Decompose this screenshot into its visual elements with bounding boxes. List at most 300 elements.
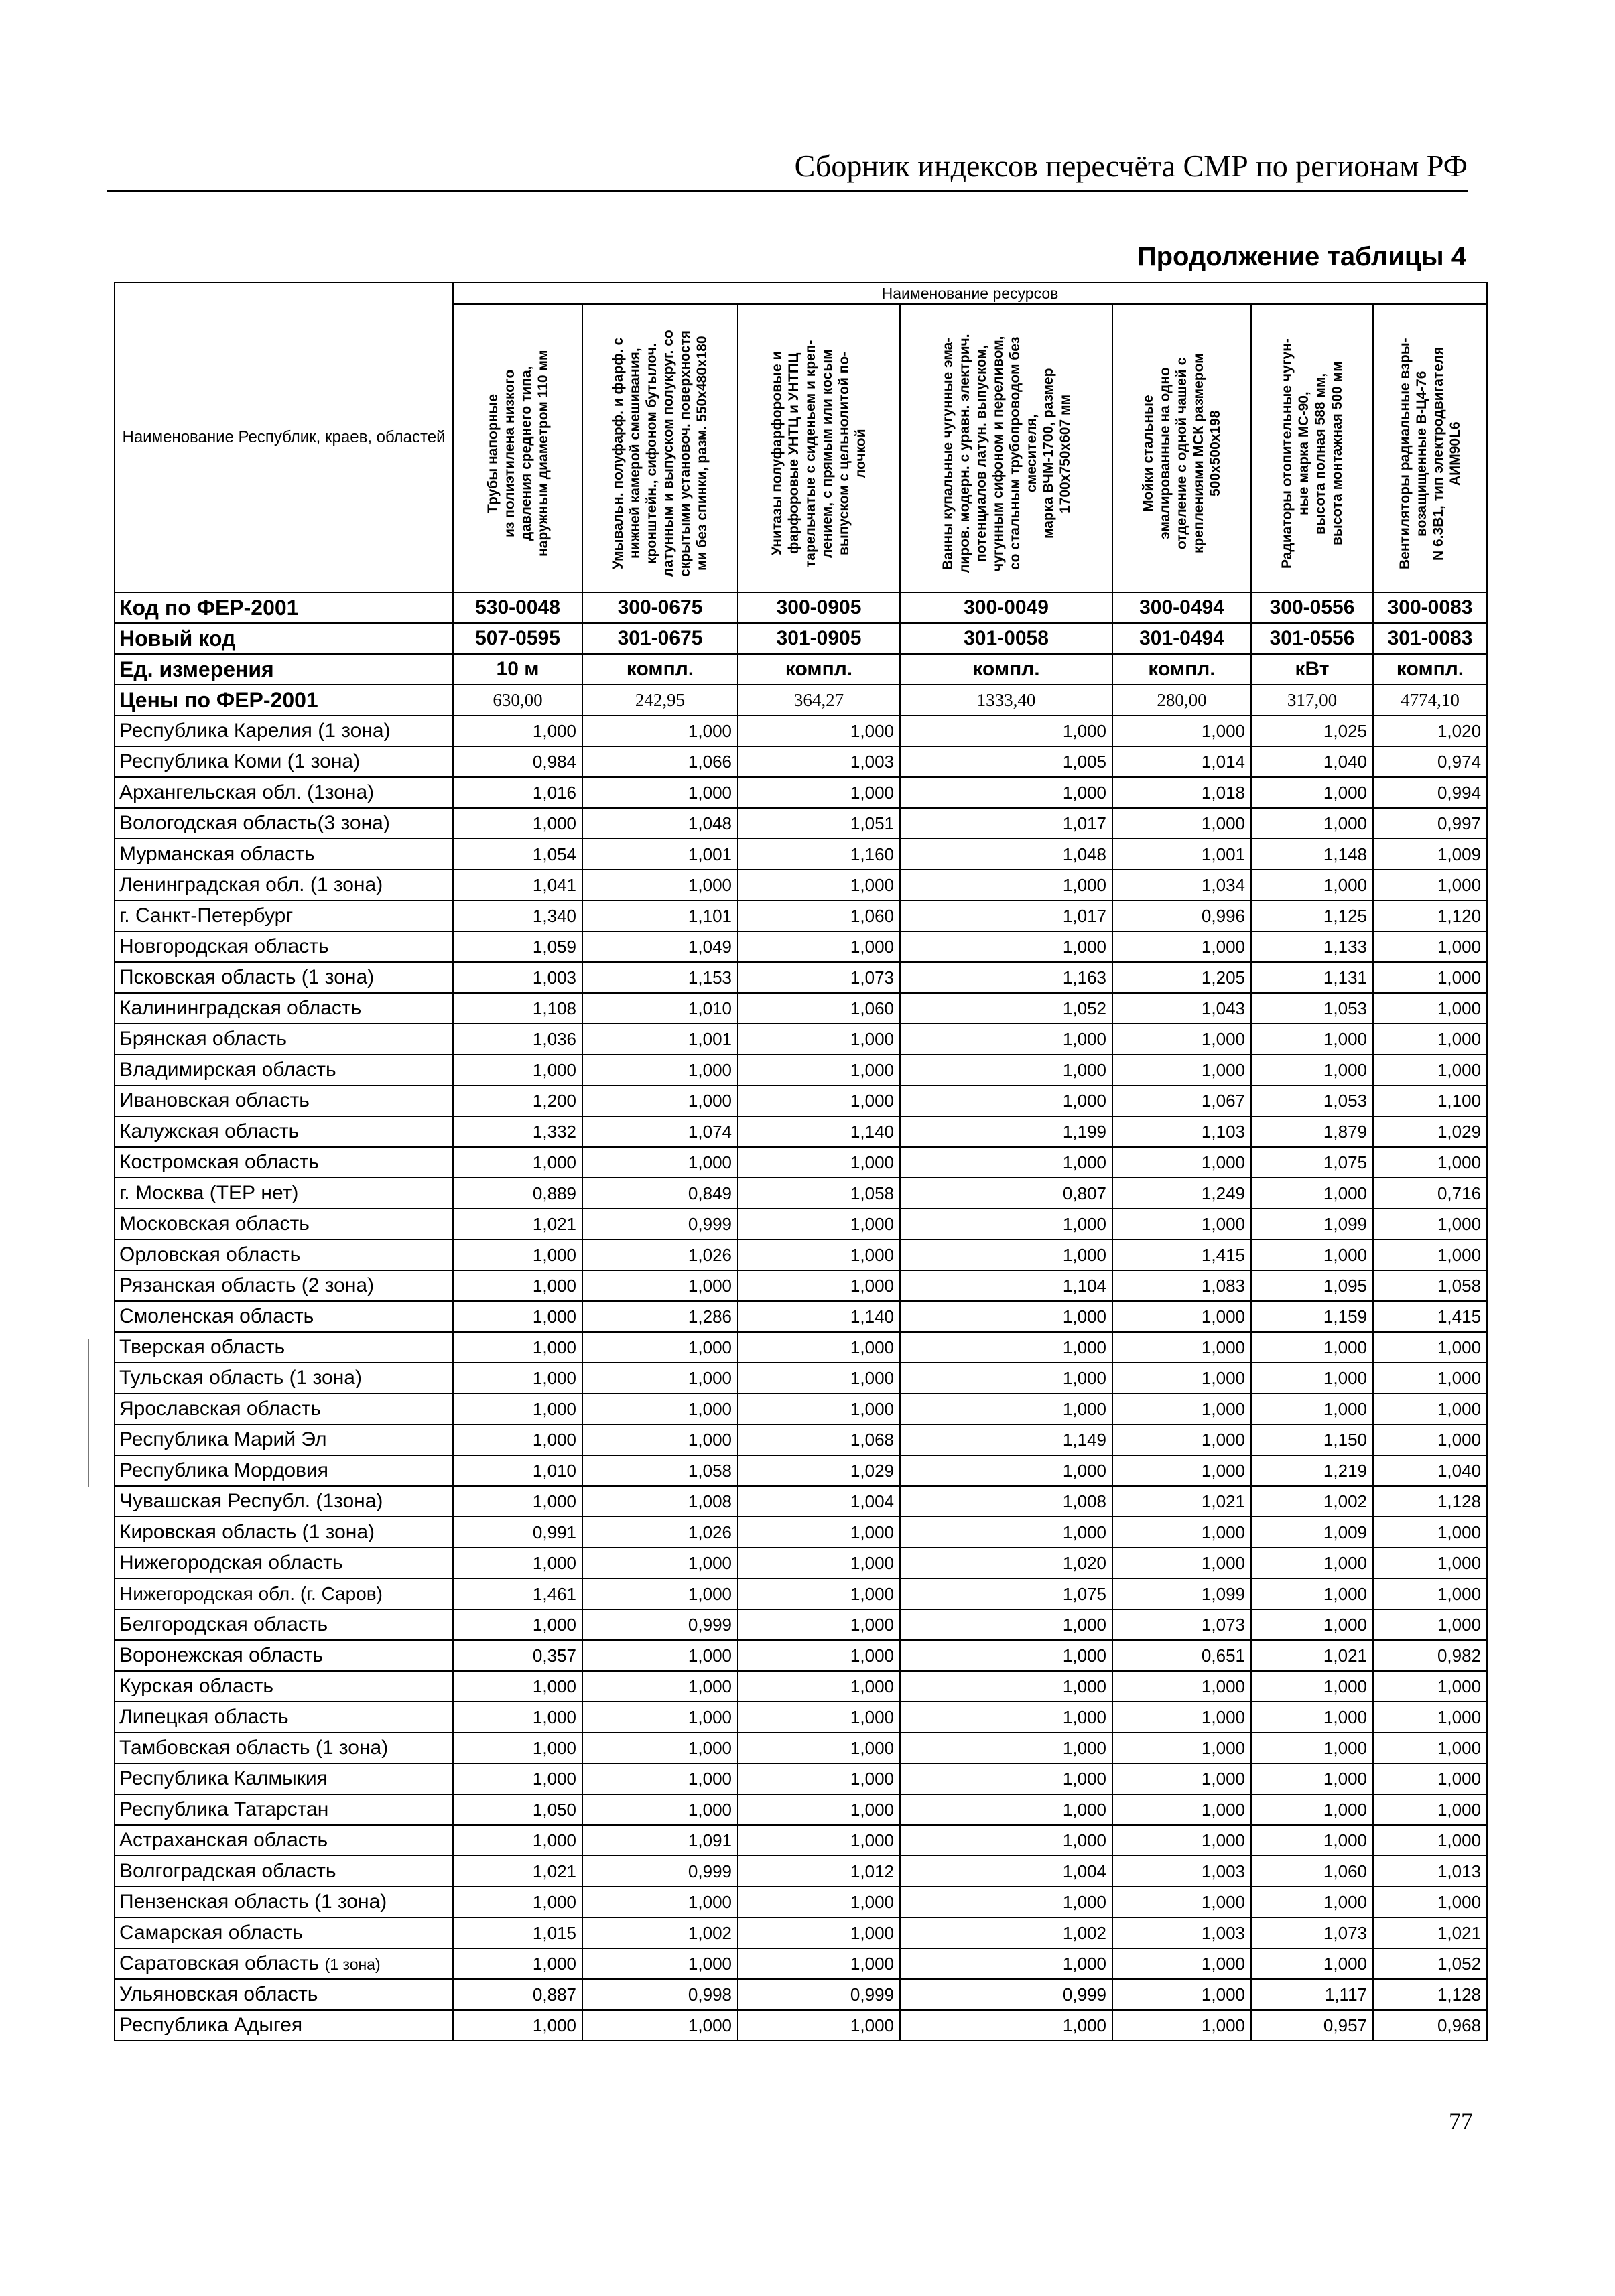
coefficient-cell: 1,005: [900, 746, 1112, 777]
coefficient-cell: 1,000: [738, 1917, 900, 1948]
region-name: [115, 1948, 453, 1979]
coefficient-cell: 1,000: [453, 1671, 582, 1702]
coefficient-cell: 1,000: [582, 1733, 738, 1763]
fer-code: 300-0494: [1112, 592, 1251, 623]
coefficient-cell: 1,249: [1112, 1178, 1251, 1209]
coefficient-cell: 1,000: [1112, 931, 1251, 962]
table-row: [115, 1671, 1487, 1702]
region-label: Мурманская область: [119, 843, 315, 865]
region-label: Республика Марий Эл: [119, 1428, 327, 1450]
coefficient-cell: 1,000: [738, 2010, 900, 2041]
coefficient-cell: 1,003: [1112, 1856, 1251, 1887]
region-label: Республика Коми (1 зона): [119, 750, 361, 772]
region-label: Новгородская область: [119, 935, 329, 957]
coefficient-cell: 1,000: [900, 1239, 1112, 1270]
region-label: Московская область: [119, 1213, 310, 1235]
coefficient-cell: 1,205: [1112, 962, 1251, 993]
coefficient-cell: 1,025: [1251, 716, 1373, 746]
coefficient-cell: 1,066: [582, 746, 738, 777]
region-name: [115, 777, 453, 808]
coefficient-cell: 1,000: [1373, 1024, 1487, 1055]
coefficient-cell: 1,000: [1251, 1055, 1373, 1085]
region-name: [115, 1424, 453, 1455]
coefficient-cell: 1,060: [738, 993, 900, 1024]
coefficient-cell: 1,000: [738, 1394, 900, 1424]
coefficient-cell: 1,000: [1251, 1578, 1373, 1609]
coefficient-cell: 1,000: [738, 1147, 900, 1178]
table-row: [115, 1517, 1487, 1548]
table-row: [115, 900, 1487, 931]
region-name: [115, 1455, 453, 1486]
coefficient-cell: 1,000: [582, 1948, 738, 1979]
coefficient-cell: 1,058: [582, 1455, 738, 1486]
coefficient-cell: 0,968: [1373, 2010, 1487, 2041]
coefficient-cell: 1,163: [900, 962, 1112, 993]
price-row: [115, 685, 1487, 716]
region-label: Саратовская область: [119, 1952, 320, 1974]
coefficients-table: [114, 282, 1488, 2041]
coefficient-cell: 1,000: [1373, 1363, 1487, 1394]
coefficient-cell: 1,000: [1373, 931, 1487, 962]
coefficient-cell: 1,074: [582, 1116, 738, 1147]
coefficient-cell: 1,000: [1112, 1424, 1251, 1455]
coefficient-cell: 1,016: [453, 777, 582, 808]
fer-code: 300-0083: [1373, 592, 1487, 623]
coefficient-cell: 1,000: [900, 1209, 1112, 1239]
region-name: [115, 716, 453, 746]
table-row: [115, 1116, 1487, 1147]
region-label: Пензенская область (1 зона): [119, 1891, 387, 1913]
coefficient-cell: 1,000: [1251, 1794, 1373, 1825]
coefficient-cell: 1,000: [900, 1671, 1112, 1702]
coefficient-cell: 1,000: [738, 1578, 900, 1609]
fer-code: 300-0556: [1251, 592, 1373, 623]
unit: компл.: [738, 654, 900, 685]
coefficient-cell: 1,003: [453, 962, 582, 993]
coefficient-cell: 1,000: [900, 1301, 1112, 1332]
coefficient-cell: 1,000: [1112, 1301, 1251, 1332]
region-label: г. Москва (ТЕР нет): [119, 1182, 299, 1204]
coefficient-cell: 1,000: [453, 1702, 582, 1733]
coefficient-cell: 1,000: [1373, 1394, 1487, 1424]
new-code: 301-0905: [738, 623, 900, 654]
coefficient-cell: 1,000: [738, 1024, 900, 1055]
coefficient-cell: 1,000: [1112, 1332, 1251, 1363]
coefficient-cell: 1,000: [1251, 870, 1373, 900]
coefficient-cell: 1,332: [453, 1116, 582, 1147]
coefficient-cell: 1,000: [738, 1609, 900, 1640]
table-row: [115, 1239, 1487, 1270]
region-label: Волгоградская область: [119, 1860, 336, 1882]
coefficient-cell: 1,000: [1251, 1671, 1373, 1702]
table-row: [115, 1856, 1487, 1887]
region-label: Архангельская обл. (1зона): [119, 781, 375, 803]
coefficient-cell: 1,000: [582, 777, 738, 808]
table-row: [115, 1979, 1487, 2010]
coefficient-cell: 1,000: [1112, 1825, 1251, 1856]
coefficient-cell: 1,000: [1373, 1733, 1487, 1763]
coefficient-cell: 1,073: [1112, 1609, 1251, 1640]
coefficient-cell: 0,957: [1251, 2010, 1373, 2041]
new-code: 301-0494: [1112, 623, 1251, 654]
coefficient-cell: 1,000: [1112, 1671, 1251, 1702]
coefficient-cell: 1,000: [738, 1270, 900, 1301]
coefficient-cell: 1,000: [900, 870, 1112, 900]
region-label: г. Санкт-Петербург: [119, 904, 294, 927]
table-row: [115, 716, 1487, 746]
region-label: Вологодская область(3 зона): [119, 812, 390, 834]
coefficient-cell: 1,000: [453, 1363, 582, 1394]
coefficient-cell: 1,060: [738, 900, 900, 931]
coefficient-cell: 1,048: [900, 839, 1112, 870]
table-row: [115, 1548, 1487, 1578]
coefficient-cell: 1,003: [1112, 1917, 1251, 1948]
coefficient-cell: 1,000: [1373, 1763, 1487, 1794]
resource-header-4: Ванны купальные чугунные эма- лиров. модерн. с уравн. электрич. потенциалов латун. выпуском, чугунным сифоном и переливом, со стальным трубопроводом без смесителя, марка ВЧМ-1700, размер 1700х750х607 мм: [900, 304, 1112, 592]
region-name: [115, 1178, 453, 1209]
unit: компл.: [900, 654, 1112, 685]
table-row: [115, 962, 1487, 993]
coefficient-cell: 1,000: [1112, 1763, 1251, 1794]
table-row: [115, 808, 1487, 839]
region-name: [115, 1548, 453, 1578]
new-code-label: Новый код: [115, 623, 453, 654]
coefficient-cell: 1,000: [1373, 1332, 1487, 1363]
coefficient-cell: 1,052: [1373, 1948, 1487, 1979]
coefficient-cell: 1,000: [1112, 2010, 1251, 2041]
coefficient-cell: 1,000: [738, 1517, 900, 1548]
coefficient-cell: 1,095: [1251, 1270, 1373, 1301]
coefficient-cell: 1,000: [453, 1763, 582, 1794]
coefficient-cell: 1,100: [1373, 1085, 1487, 1116]
coefficient-cell: 1,000: [1112, 1733, 1251, 1763]
new-code: 301-0083: [1373, 623, 1487, 654]
coefficient-cell: 1,000: [582, 1332, 738, 1363]
coefficient-cell: 1,059: [453, 931, 582, 962]
resource-header-7: Вентиляторы радиальные взры- возащищенные В-Ц4-76 N 6.3В1, тип электродвигателя АИМ90L6: [1373, 304, 1487, 592]
region-label: Смоленская область: [119, 1305, 314, 1327]
region-name: [115, 1116, 453, 1147]
coefficient-cell: 1,000: [1373, 1702, 1487, 1733]
table-row: [115, 1825, 1487, 1856]
region-label: Калининградская область: [119, 997, 362, 1019]
coefficient-cell: 1,000: [900, 1887, 1112, 1917]
coefficient-cell: 1,000: [1112, 1147, 1251, 1178]
region-name: [115, 1609, 453, 1640]
coefficient-cell: 1,000: [582, 1887, 738, 1917]
region-name: [115, 1917, 453, 1948]
resource-header-2: Умывальн. полуфарф. и фарф. с нижней камерой смешивания, кронштейн., сифоном бутылоч. латунным и выпуском полукруг. со скрытыми установоч. поверхностя ми без спинки, разм. 550х480х180: [582, 304, 738, 592]
region-name: [115, 1702, 453, 1733]
table-row: [115, 1733, 1487, 1763]
coefficient-cell: 1,000: [738, 1948, 900, 1979]
table-row: [115, 1763, 1487, 1794]
table-row: [115, 1917, 1487, 1948]
price: 364,27: [738, 685, 900, 716]
coefficient-cell: 1,000: [1251, 808, 1373, 839]
coefficient-cell: 1,000: [1373, 1147, 1487, 1178]
region-label: Владимирская область: [119, 1059, 336, 1081]
region-label: Астраханская область: [119, 1829, 328, 1851]
coefficient-cell: 1,002: [900, 1917, 1112, 1948]
coefficient-cell: 1,000: [900, 1609, 1112, 1640]
region-name: [115, 1517, 453, 1548]
coefficient-cell: 1,104: [900, 1270, 1112, 1301]
coefficient-cell: 1,000: [582, 716, 738, 746]
region-label: Республика Татарстан: [119, 1798, 329, 1820]
table-row: [115, 1332, 1487, 1363]
region-name: [115, 1270, 453, 1301]
new-code: 301-0058: [900, 623, 1112, 654]
coefficient-cell: 1,021: [453, 1209, 582, 1239]
region-label: Орловская область: [119, 1243, 301, 1266]
coefficient-cell: 0,999: [582, 1209, 738, 1239]
coefficient-cell: 1,000: [738, 931, 900, 962]
region-name: [115, 1363, 453, 1394]
region-name: [115, 1578, 453, 1609]
coefficient-cell: 0,357: [453, 1640, 582, 1671]
coefficient-cell: 1,000: [453, 1486, 582, 1517]
coefficient-cell: 1,000: [453, 1055, 582, 1085]
coefficient-cell: 0,849: [582, 1178, 738, 1209]
table-row: [115, 931, 1487, 962]
coefficient-cell: 1,051: [738, 808, 900, 839]
coefficient-cell: 1,058: [1373, 1270, 1487, 1301]
table-caption: Продолжение таблицы 4: [1137, 242, 1466, 271]
unit: компл.: [1112, 654, 1251, 685]
region-label: Нижегородская обл. (г. Саров): [119, 1583, 383, 1604]
coefficient-cell: 1,219: [1251, 1455, 1373, 1486]
coefficient-cell: 1,000: [1251, 1948, 1373, 1979]
unit-row: [115, 654, 1487, 685]
coefficient-cell: 1,200: [453, 1085, 582, 1116]
coefficient-cell: 1,000: [453, 1424, 582, 1455]
coefficient-cell: 1,000: [900, 1024, 1112, 1055]
coefficient-cell: 1,000: [1373, 870, 1487, 900]
region-label: Ярославская область: [119, 1398, 321, 1420]
region-label: Брянская область: [119, 1028, 287, 1050]
coefficient-cell: 1,000: [1373, 1055, 1487, 1085]
fer-code: 300-0675: [582, 592, 738, 623]
coefficient-cell: 1,149: [900, 1424, 1112, 1455]
coefficient-cell: 1,008: [582, 1486, 738, 1517]
coefficient-cell: 1,015: [453, 1917, 582, 1948]
coefficient-cell: 1,000: [1112, 1394, 1251, 1424]
table-row: [115, 1486, 1487, 1517]
coefficient-cell: 1,052: [900, 993, 1112, 1024]
table-row: [115, 1948, 1487, 1979]
region-column-header: Наименование Республик, краев, областей: [115, 283, 453, 592]
coefficient-cell: 1,000: [1112, 1548, 1251, 1578]
region-label: Тульская область (1 зона): [119, 1367, 362, 1389]
coefficient-cell: 1,029: [1373, 1116, 1487, 1147]
region-label: Псковская область (1 зона): [119, 966, 375, 988]
coefficient-cell: 1,000: [453, 1548, 582, 1578]
region-name: [115, 1486, 453, 1517]
coefficient-cell: 1,148: [1251, 839, 1373, 870]
coefficient-cell: 0,984: [453, 746, 582, 777]
coefficient-cell: 1,009: [1373, 839, 1487, 870]
coefficient-cell: 1,000: [900, 716, 1112, 746]
table-row: [115, 1055, 1487, 1085]
coefficient-cell: 1,000: [738, 1733, 900, 1763]
price: 630,00: [453, 685, 582, 716]
coefficient-cell: 1,000: [900, 1702, 1112, 1733]
coefficient-cell: 1,000: [900, 931, 1112, 962]
coefficient-cell: 1,067: [1112, 1085, 1251, 1116]
region-name: [115, 1671, 453, 1702]
coefficient-cell: 1,120: [1373, 900, 1487, 931]
coefficient-cell: 1,000: [738, 1085, 900, 1116]
coefficient-cell: 1,000: [900, 1794, 1112, 1825]
coefficient-cell: 1,073: [738, 962, 900, 993]
coefficient-cell: 1,000: [582, 2010, 738, 2041]
coefficient-cell: 1,000: [582, 1640, 738, 1671]
coefficient-cell: 1,000: [1251, 1178, 1373, 1209]
coefficient-cell: 1,040: [1373, 1455, 1487, 1486]
coefficient-cell: 1,000: [582, 1578, 738, 1609]
coefficient-cell: 1,034: [1112, 870, 1251, 900]
region-name: [115, 839, 453, 870]
resources-group-header: Наименование ресурсов: [453, 283, 1487, 304]
coefficient-cell: 1,000: [738, 716, 900, 746]
coefficient-cell: 1,012: [738, 1856, 900, 1887]
coefficient-cell: 1,000: [900, 1825, 1112, 1856]
coefficient-cell: 0,998: [582, 1979, 738, 2010]
coefficient-cell: 1,000: [582, 1147, 738, 1178]
price-label: Цены по ФЕР-2001: [115, 685, 453, 716]
coefficient-cell: 1,000: [582, 1363, 738, 1394]
region-name: [115, 931, 453, 962]
coefficient-cell: 1,003: [738, 746, 900, 777]
resource-header-3: Унитазы полуфарфоровые и фарфоровые УНТЦ и УНТПЦ тарельчатые с сиденьем и креп- лением, с прямым или косым выпуском с цельнолитой по- лочкой: [738, 304, 900, 592]
coefficient-cell: 1,000: [453, 1948, 582, 1979]
unit: 10 м: [453, 654, 582, 685]
coefficient-cell: 1,879: [1251, 1116, 1373, 1147]
region-name: [115, 1887, 453, 1917]
page-number: 77: [1449, 2108, 1473, 2135]
region-name: [115, 993, 453, 1024]
fer-code-label: Код по ФЕР-2001: [115, 592, 453, 623]
coefficient-cell: 1,029: [738, 1455, 900, 1486]
region-name: [115, 1763, 453, 1794]
fer-code-row: [115, 592, 1487, 623]
coefficient-cell: 1,160: [738, 839, 900, 870]
coefficient-cell: 1,000: [1251, 1763, 1373, 1794]
region-label: Белгородская область: [119, 1613, 328, 1635]
coefficient-cell: 1,000: [900, 1085, 1112, 1116]
coefficient-cell: 1,001: [582, 839, 738, 870]
coefficient-cell: 1,101: [582, 900, 738, 931]
table-row: [115, 1424, 1487, 1455]
unit: кВт: [1251, 654, 1373, 685]
region-name: [115, 962, 453, 993]
region-label: Республика Калмыкия: [119, 1767, 328, 1789]
coefficient-cell: 1,049: [582, 931, 738, 962]
coefficient-cell: 1,000: [453, 1270, 582, 1301]
coefficient-cell: 1,000: [1251, 1733, 1373, 1763]
region-name: [115, 2010, 453, 2041]
coefficient-cell: 1,008: [900, 1486, 1112, 1517]
table-row: [115, 1702, 1487, 1733]
coefficient-cell: 1,128: [1373, 1486, 1487, 1517]
coefficient-cell: 1,000: [900, 1055, 1112, 1085]
region-name: [115, 1825, 453, 1856]
coefficient-cell: 1,000: [582, 1085, 738, 1116]
region-label: Ульяновская область: [119, 1983, 318, 2005]
coefficient-cell: 1,000: [1112, 1702, 1251, 1733]
coefficient-cell: 1,125: [1251, 900, 1373, 931]
region-name: [115, 1394, 453, 1424]
coefficient-cell: 1,000: [453, 1332, 582, 1363]
region-name: [115, 1856, 453, 1887]
new-code: 507-0595: [453, 623, 582, 654]
coefficient-cell: 1,000: [1251, 1394, 1373, 1424]
coefficient-cell: 1,058: [738, 1178, 900, 1209]
table-row: [115, 1085, 1487, 1116]
region-label: Нижегородская область: [119, 1552, 343, 1574]
coefficient-cell: 1,000: [1251, 777, 1373, 808]
region-label: Тверская область: [119, 1336, 285, 1358]
coefficient-cell: 1,000: [1251, 1609, 1373, 1640]
coefficient-cell: 1,000: [1373, 1609, 1487, 1640]
coefficient-cell: 1,000: [738, 1671, 900, 1702]
price: 280,00: [1112, 685, 1251, 716]
region-label: Курская область: [119, 1675, 273, 1697]
coefficient-cell: 1,073: [1251, 1917, 1373, 1948]
coefficient-cell: 1,099: [1112, 1578, 1251, 1609]
coefficient-cell: 1,050: [453, 1794, 582, 1825]
region-name: [115, 1209, 453, 1239]
region-label: Кировская область (1 зона): [119, 1521, 375, 1543]
coefficient-cell: 1,000: [1112, 1517, 1251, 1548]
table-row: [115, 1363, 1487, 1394]
coefficient-cell: 1,000: [582, 870, 738, 900]
coefficient-cell: 1,128: [1373, 1979, 1487, 2010]
coefficient-cell: 1,000: [738, 1209, 900, 1239]
coefficient-cell: 1,017: [900, 808, 1112, 839]
region-label: Липецкая область: [119, 1706, 289, 1728]
coefficient-cell: 1,000: [1112, 1209, 1251, 1239]
new-code: 301-0675: [582, 623, 738, 654]
coefficient-cell: 1,000: [1112, 716, 1251, 746]
coefficient-cell: 1,002: [1251, 1486, 1373, 1517]
coefficient-cell: 1,000: [1112, 1363, 1251, 1394]
unit-label: Ед. измерения: [115, 654, 453, 685]
coefficient-cell: 1,075: [1251, 1147, 1373, 1178]
coefficient-cell: 1,000: [900, 1332, 1112, 1363]
coefficient-cell: 1,000: [453, 1887, 582, 1917]
region-name: [115, 1979, 453, 2010]
coefficient-cell: 1,000: [1251, 1825, 1373, 1856]
coefficient-cell: 1,140: [738, 1301, 900, 1332]
coefficient-cell: 1,000: [453, 1733, 582, 1763]
coefficient-cell: 1,000: [582, 1702, 738, 1733]
coefficient-cell: 1,054: [453, 839, 582, 870]
region-name: [115, 1147, 453, 1178]
region-name: [115, 1301, 453, 1332]
region-name: [115, 808, 453, 839]
coefficient-cell: 1,001: [1112, 839, 1251, 870]
coefficient-cell: 1,000: [453, 716, 582, 746]
table-row: [115, 777, 1487, 808]
fer-code: 300-0049: [900, 592, 1112, 623]
coefficient-cell: 1,021: [1251, 1640, 1373, 1671]
coefficient-cell: 0,999: [582, 1856, 738, 1887]
coefficient-cell: 1,000: [900, 1363, 1112, 1394]
coefficient-cell: 1,036: [453, 1024, 582, 1055]
coefficient-cell: 1,000: [453, 2010, 582, 2041]
